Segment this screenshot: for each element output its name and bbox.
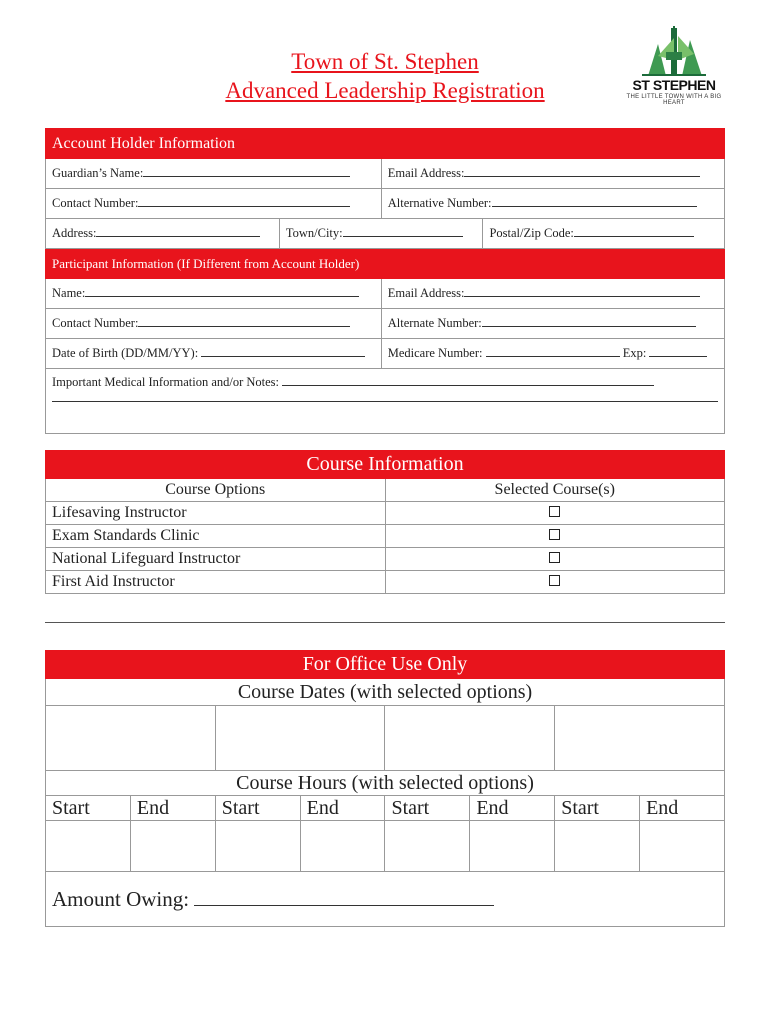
- end-label: End: [470, 796, 555, 821]
- lifesaving-instructor-checkbox[interactable]: [549, 506, 560, 517]
- town-crest-icon: [622, 26, 726, 78]
- end-time-cell[interactable]: [130, 821, 215, 872]
- date-of-birth-field[interactable]: Date of Birth (DD/MM/YY):: [46, 339, 382, 369]
- start-label: Start: [385, 796, 470, 821]
- course-row: [46, 571, 725, 594]
- start-label: Start: [215, 796, 300, 821]
- participant-name-field[interactable]: Name:: [46, 279, 382, 309]
- course-option-label: National Lifeguard Instructor: [46, 548, 386, 571]
- postal-code-field[interactable]: Postal/Zip Code:: [483, 219, 725, 249]
- st-stephen-logo: [622, 26, 726, 104]
- course-date-box[interactable]: [385, 706, 555, 771]
- address-field[interactable]: Address:: [46, 219, 280, 249]
- end-label: End: [130, 796, 215, 821]
- course-option-label: Lifesaving Instructor: [46, 502, 386, 525]
- course-date-box[interactable]: [46, 706, 216, 771]
- form-title-line2: Advanced Leadership Registration: [225, 78, 545, 103]
- course-information-header: Course Information: [46, 451, 725, 479]
- guardian-contact-field[interactable]: Contact Number:: [46, 189, 382, 219]
- end-time-cell[interactable]: [470, 821, 555, 872]
- participant-header: Participant Information (If Different from Account Holder): [46, 249, 725, 279]
- start-label: Start: [46, 796, 131, 821]
- course-hours-title: Course Hours (with selected options): [46, 771, 725, 796]
- guardian-alt-number-field[interactable]: Alternative Number:: [381, 189, 724, 219]
- logo-tagline: THE LITTLE TOWN WITH A BIG HEART: [626, 94, 722, 106]
- start-time-cell[interactable]: [46, 821, 131, 872]
- logo-text: ST STEPHEN: [632, 77, 716, 93]
- course-row: [46, 525, 725, 548]
- course-date-box[interactable]: [215, 706, 385, 771]
- section-divider: [45, 622, 725, 623]
- medicare-field[interactable]: Medicare Number: Exp:: [381, 339, 724, 369]
- course-row: [46, 548, 725, 571]
- town-city-field[interactable]: Town/City:: [279, 219, 483, 249]
- guardian-email-field[interactable]: Email Address:: [381, 159, 724, 189]
- first-aid-instructor-checkbox[interactable]: [549, 575, 560, 586]
- course-option-label: Exam Standards Clinic: [46, 525, 386, 548]
- participant-contact-field[interactable]: Contact Number:: [46, 309, 382, 339]
- participant-alt-number-field[interactable]: Alternate Number:: [381, 309, 724, 339]
- end-label: End: [640, 796, 725, 821]
- course-options-header: Course Options: [46, 479, 386, 502]
- start-label: Start: [555, 796, 640, 821]
- national-lifeguard-instructor-checkbox[interactable]: [549, 552, 560, 563]
- course-dates-title: Course Dates (with selected options): [46, 679, 725, 706]
- office-use-table: [45, 650, 725, 927]
- end-time-cell[interactable]: [300, 821, 385, 872]
- participant-email-field[interactable]: Email Address:: [381, 279, 724, 309]
- course-date-box[interactable]: [555, 706, 725, 771]
- account-holder-header: Account Holder Information: [46, 129, 725, 159]
- selected-courses-header: Selected Course(s): [385, 479, 725, 502]
- end-time-cell[interactable]: [640, 821, 725, 872]
- medical-notes-field[interactable]: Important Medical Information and/or Notes:: [46, 369, 725, 434]
- start-time-cell[interactable]: [555, 821, 640, 872]
- exam-standards-clinic-checkbox[interactable]: [549, 529, 560, 540]
- start-time-cell[interactable]: [215, 821, 300, 872]
- account-participant-form: [45, 128, 725, 434]
- start-time-cell[interactable]: [385, 821, 470, 872]
- office-use-header: For Office Use Only: [46, 651, 725, 679]
- amount-owing-field[interactable]: Amount Owing:: [46, 872, 725, 927]
- course-option-label: First Aid Instructor: [46, 571, 386, 594]
- guardian-name-field[interactable]: Guardian’s Name:: [46, 159, 382, 189]
- form-title-line1: Town of St. Stephen: [291, 49, 479, 74]
- course-row: [46, 502, 725, 525]
- end-label: End: [300, 796, 385, 821]
- course-information-table: [45, 450, 725, 594]
